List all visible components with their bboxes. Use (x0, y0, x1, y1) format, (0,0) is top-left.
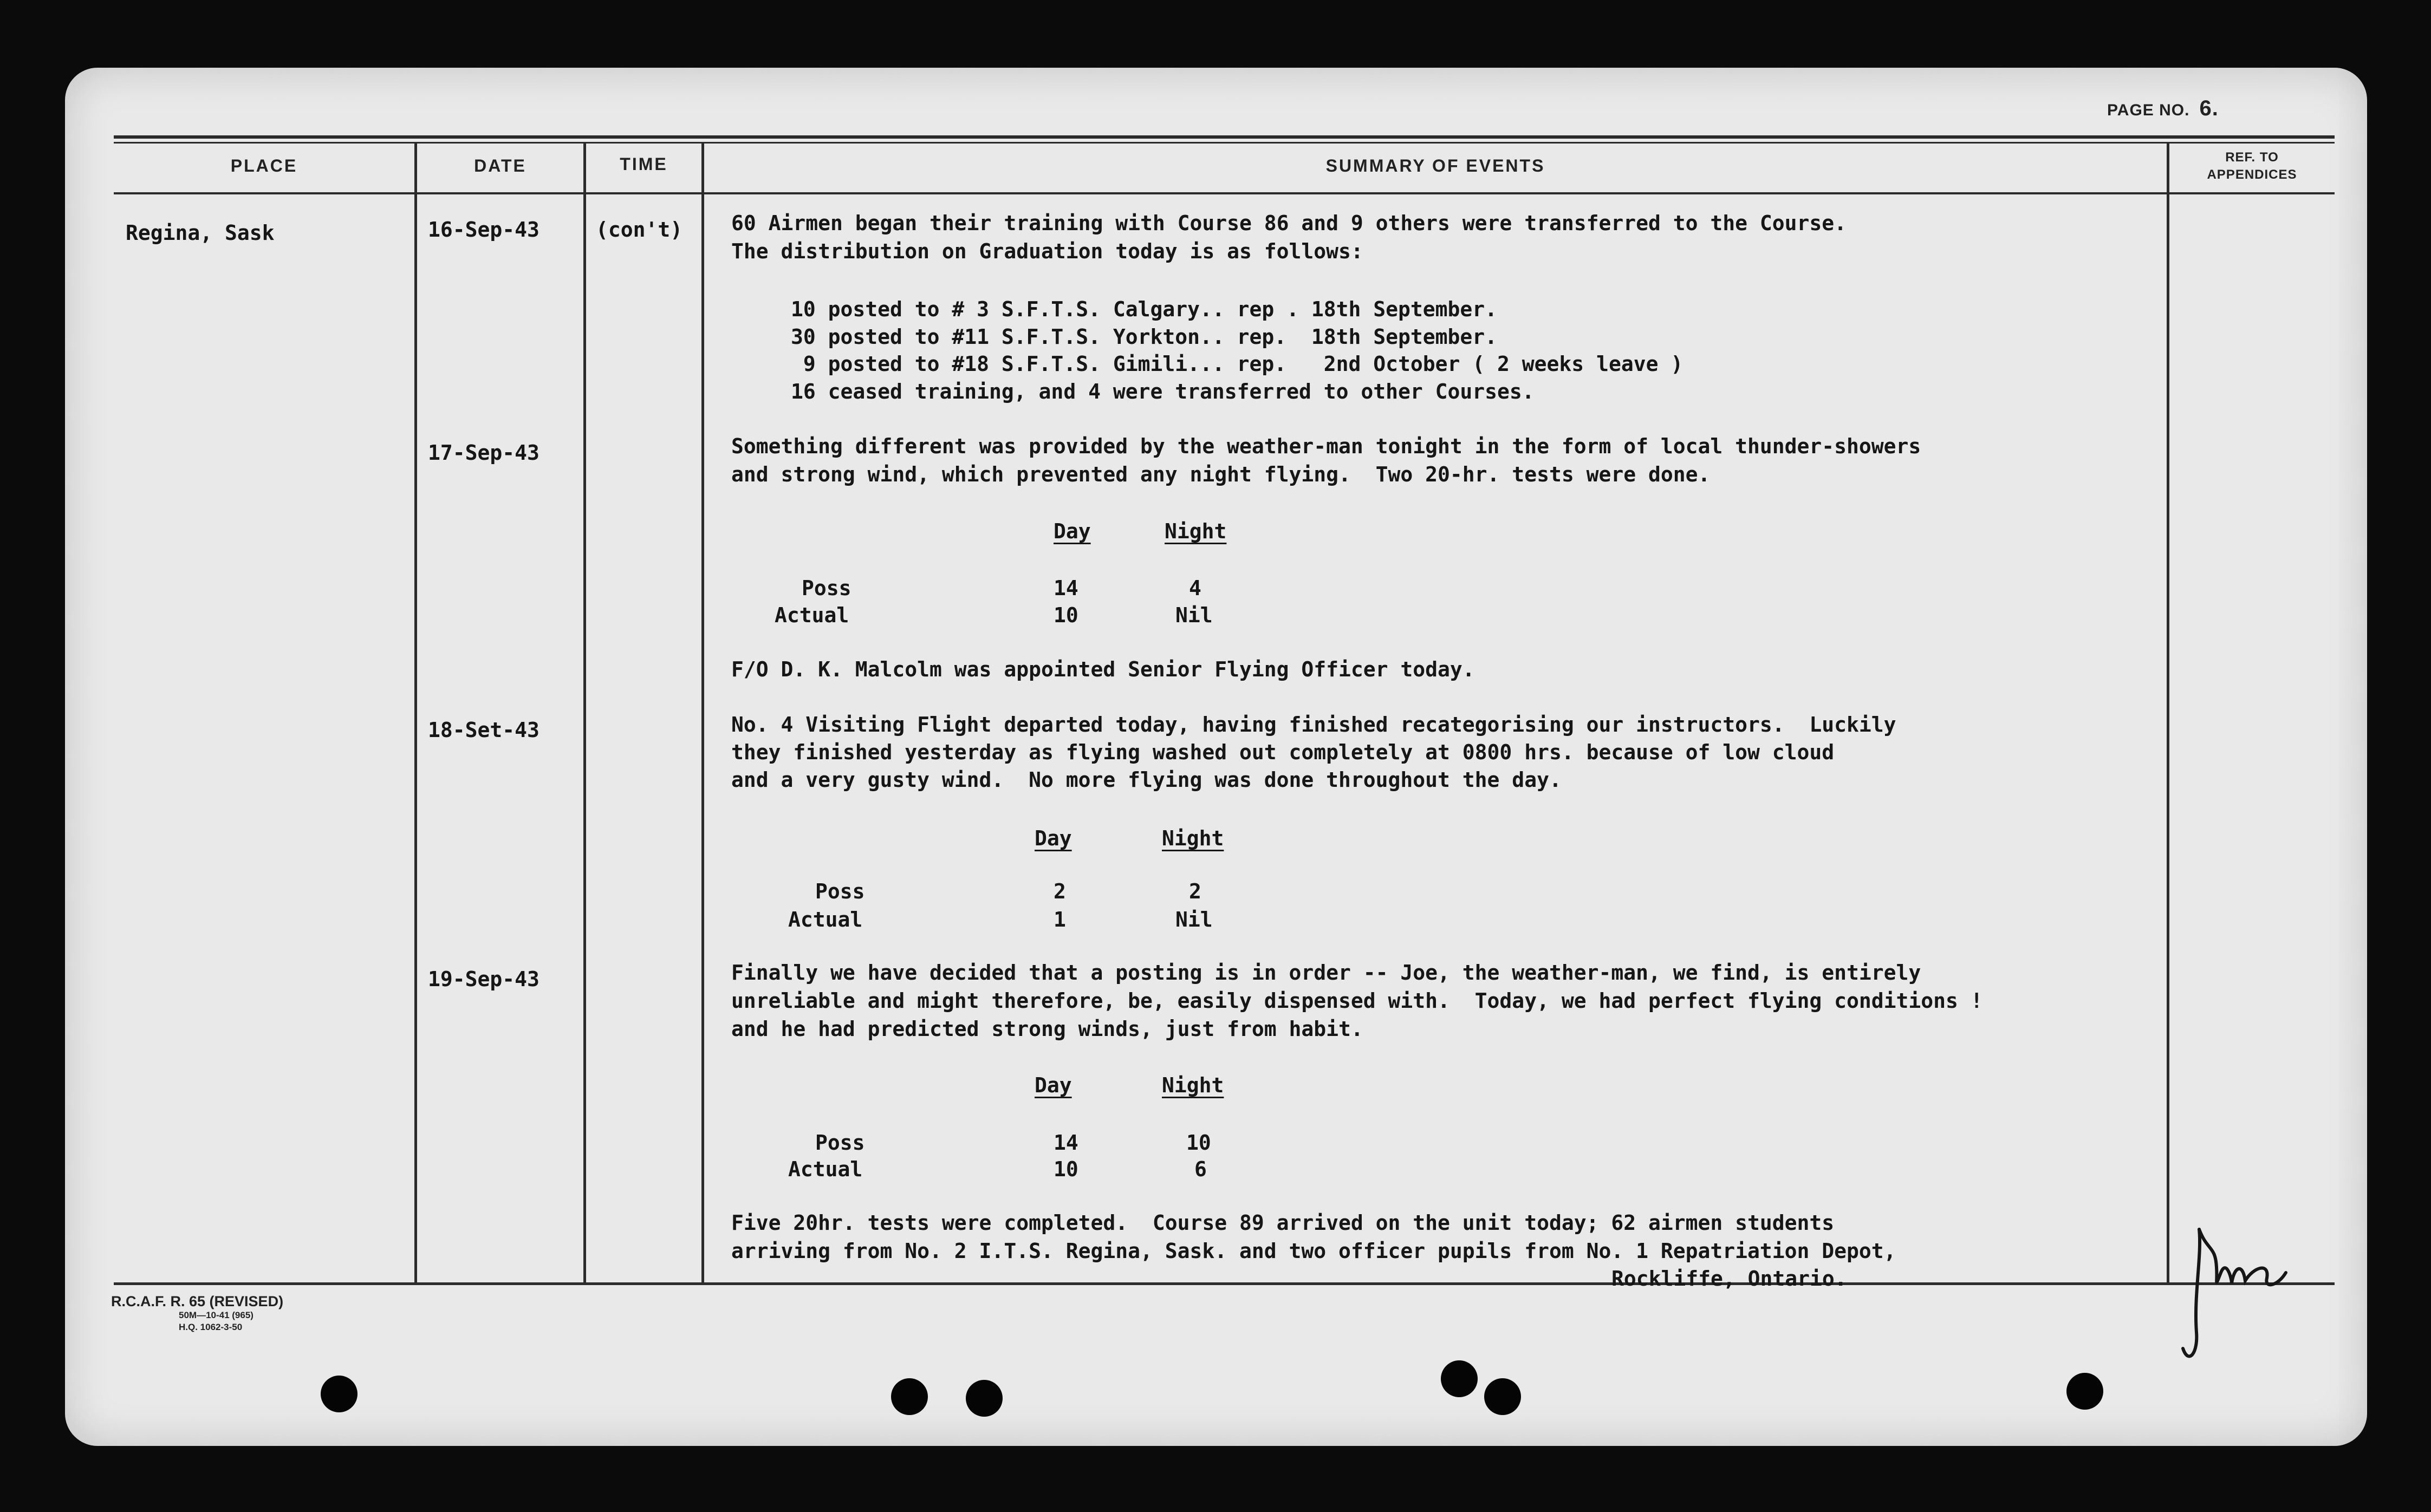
entry1-para2: The distribution on Graduation today is as follows: (731, 239, 1363, 263)
entry3-line3: and a very gusty wind. No more flying was done throughout the day. (731, 768, 1562, 792)
divider-time-summary (701, 142, 704, 1283)
entry4-actual-night: 6 (1194, 1157, 1207, 1181)
header-rule (114, 192, 2335, 194)
entry3-poss-label: Poss (815, 879, 865, 903)
punch-hole (2066, 1373, 2103, 1410)
punch-hole (1441, 1360, 1478, 1397)
entry4-poss-label: Poss (815, 1131, 865, 1155)
entry1-dist-4: 16 ceased training, and 4 were transferred to other Courses. (791, 380, 1535, 403)
divider-place-date (414, 142, 417, 1283)
entry2-head-day: Day (1054, 519, 1091, 543)
entry2-date: 17-Sep-43 (428, 441, 540, 465)
entry1-date: 16-Sep-43 (428, 218, 540, 242)
entry4-line1: Finally we have decided that a posting is in order -- Joe, the weather-man, we find, is entirely (731, 961, 1921, 985)
entry3-poss-day: 2 (1054, 879, 1066, 903)
print-line-2: H.Q. 1062-3-50 (179, 1322, 243, 1332)
punch-hole (1484, 1378, 1521, 1415)
entry4-actual-label: Actual (788, 1157, 863, 1181)
print-line-1: 50M—10-41 (965) (179, 1310, 253, 1320)
signature-initials (2178, 1208, 2297, 1370)
entry3-actual-day: 1 (1054, 908, 1066, 931)
entry3-date: 18-Set-43 (428, 718, 540, 742)
entry2-line2: and strong wind, which prevented any night flying. Two 20-hr. tests were done. (731, 462, 1711, 486)
entry2-actual-night: Nil (1175, 603, 1213, 627)
form-number: R.C.A.F. R. 65 (REVISED) (111, 1293, 284, 1309)
punch-hole (321, 1376, 358, 1412)
page-number: 6. (2199, 96, 2219, 120)
entry4-head-day: Day (1035, 1073, 1072, 1097)
page-number-label (2107, 96, 2219, 121)
entry1-dist-2: 30 posted to #11 S.F.T.S. Yorkton.. rep. 18th September. (791, 325, 1498, 349)
entry2-poss-day: 14 (1054, 576, 1078, 600)
top-rule-thin (114, 142, 2335, 144)
entry4-final2: arriving from No. 2 I.T.S. Regina, Sask. and two officer pupils from No. 1 Repatriation Depot, (731, 1239, 1896, 1263)
entry3-line2: they finished yesterday as flying washed out completely at 0800 hrs. because of low cloud (731, 740, 1835, 764)
divider-summary-ref (2167, 142, 2169, 1283)
header-summary: SUMMARY OF EVENTS (1325, 156, 1545, 175)
entry3-poss-night: 2 (1189, 879, 1201, 903)
entry4-head-night: Night (1162, 1073, 1224, 1097)
entry3-head-night: Night (1162, 826, 1224, 850)
bottom-rule (114, 1282, 2335, 1285)
entry2-poss-night: 4 (1189, 576, 1201, 600)
divider-date-time (583, 142, 586, 1283)
entry1-time: (con't) (596, 218, 683, 242)
header-ref-line1: REF. TO (2225, 150, 2279, 165)
entry2-line1: Something different was provided by the weather-man tonight in the form of local thunder-showers (731, 434, 1921, 458)
entry3-head-day: Day (1035, 826, 1072, 850)
header-ref-line2: APPENDICES (2207, 167, 2297, 182)
place-value: Regina, Sask (126, 221, 275, 245)
entry4-actual-day: 10 (1054, 1157, 1078, 1181)
entry3-line1: No. 4 Visiting Flight departed today, having finished recategorising our instructors. Luckily (731, 713, 1896, 737)
entry3-actual-label: Actual (788, 908, 863, 931)
header-date: DATE (474, 156, 526, 175)
entry4-final3: Rockliffe, Ontario. (1611, 1267, 1847, 1291)
entry4-date: 19-Sep-43 (428, 967, 540, 991)
entry2-actual-day: 10 (1054, 603, 1078, 627)
entry4-poss-night: 10 (1186, 1131, 1211, 1155)
entry3-actual-night: Nil (1175, 908, 1213, 931)
entry2-head-night: Night (1165, 519, 1227, 543)
entry2-poss-label: Poss (802, 576, 851, 600)
entry4-poss-day: 14 (1054, 1131, 1078, 1155)
page-label: PAGE NO. (2107, 101, 2190, 119)
entry4-line2: unreliable and might therefore, be, easily dispensed with. Today, we had perfect flying conditions ! (731, 989, 1983, 1013)
entry2-actual-label: Actual (775, 603, 849, 627)
header-place: PLACE (230, 156, 298, 175)
header-ref (2169, 149, 2335, 184)
header-time: TIME (620, 154, 668, 174)
entry4-line3: and he had predicted strong winds, just from habit. (731, 1017, 1363, 1041)
entry4-final1: Five 20hr. tests were completed. Course 89 arrived on the unit today; 62 airmen students (731, 1211, 1835, 1235)
entry1-para1: 60 Airmen began their training with Course 86 and 9 others were transferred to the Course. (731, 211, 1847, 235)
top-rule (114, 135, 2335, 139)
form-footer (111, 1293, 283, 1333)
punch-hole (966, 1380, 1003, 1417)
entry2-note: F/O D. K. Malcolm was appointed Senior Flying Officer today. (731, 657, 1475, 681)
entry1-dist-1: 10 posted to # 3 S.F.T.S. Calgary.. rep . 18th September. (791, 297, 1498, 321)
entry1-dist-3: 9 posted to #18 S.F.T.S. Gimili... rep. 2nd October ( 2 weeks leave ) (791, 352, 1683, 376)
punch-hole (891, 1378, 928, 1415)
